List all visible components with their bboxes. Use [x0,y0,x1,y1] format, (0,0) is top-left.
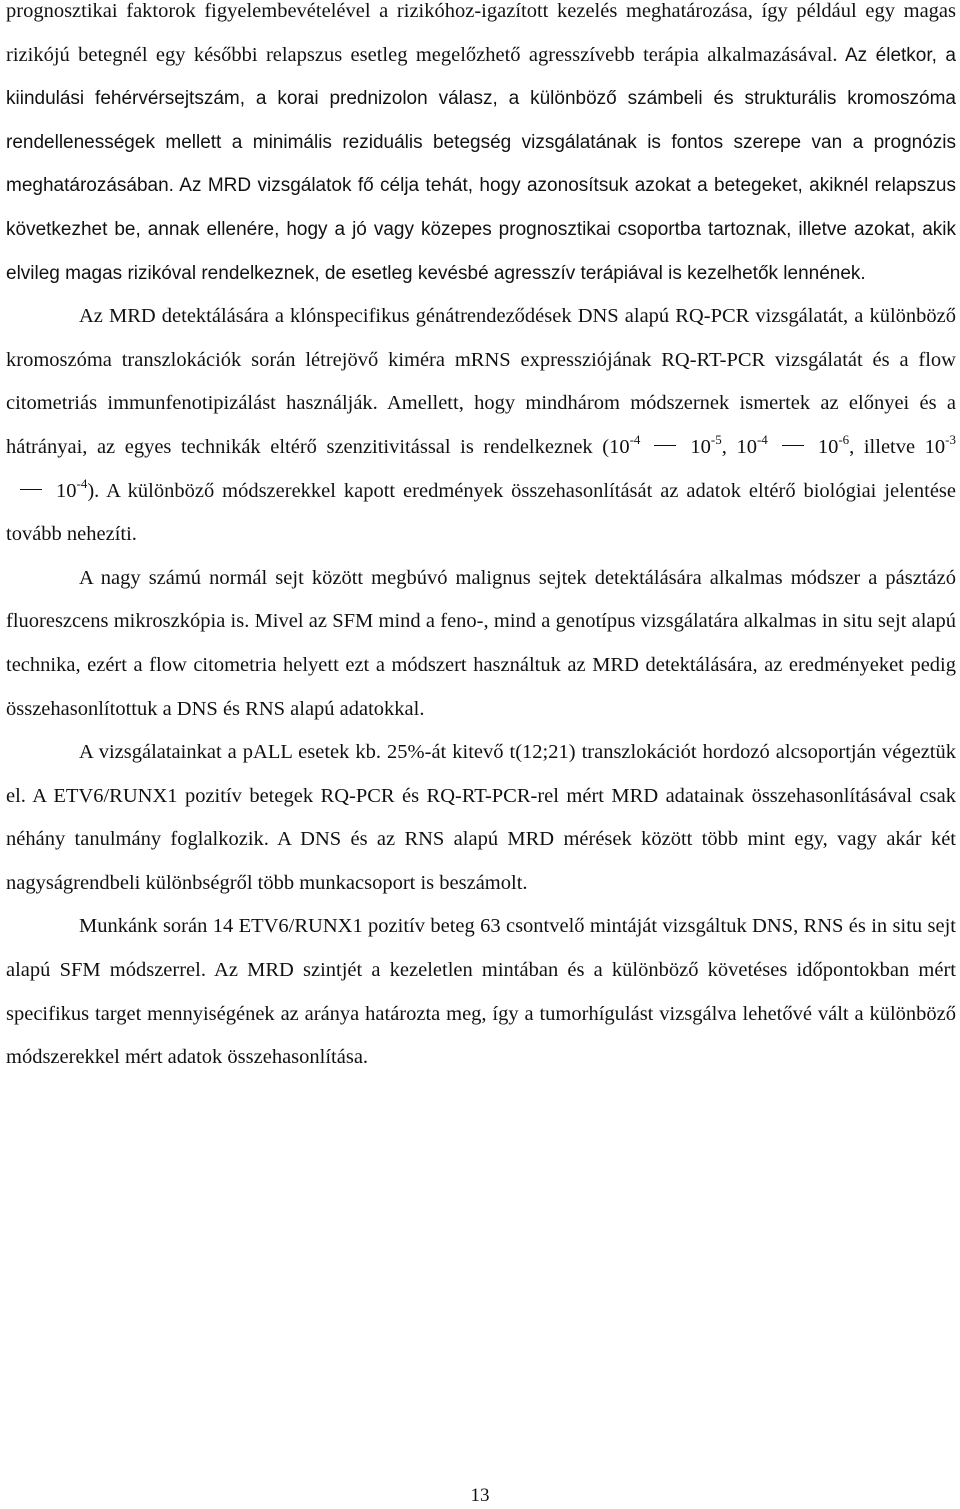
exponent: -3 [945,431,957,447]
range-dash [782,445,804,446]
exponent: -4 [756,431,768,447]
paragraph-sfm: A nagy számú normál sejt között megbúvó malignus sejtek detektálására alkalmas módszer a pásztázó fluoreszcens mikroszkópia is. Mivel az SFM mind a feno-, mind a genotípus vizsgálatára alkalmas in situ sejt alapú technika, ezért a flow citometria helyett ezt a módszert használtuk az MRD detektálására, az eredményeket pedig összehasonlítottuk a DNS és RNS alapú adatokkal. [6,566,956,720]
range-dash [654,445,676,446]
range-dash [20,489,42,490]
separator-text: , illetve 10 [849,435,946,458]
base-number: 10 [56,479,77,502]
base-number: 10 [690,435,711,458]
paragraph-mrd-intro-part1: prognosztikai faktorok figyelembevételével a rizikóhoz-igazított kezelés meghatározása, így például egy magas rizikójú betegnél egy későbbi relapszus esetleg megelőzhető agresszívebb terápia alkalmazásával. [6,0,956,66]
paragraph-mrd-methods-text: Az MRD detektálására a klónspecifikus génátrendeződések DNS alapú RQ-PCR vizsgálatát, a különböző kromoszóma transzlokációk során létrejövő kiméra mRNS expressziójának RQ-RT-PCR vizsgálatát és a flow citometriás immunfenotipizálást használják. Amellett, hogy mindhárom módszernek ismertek az előnyei és a hátrányai, az egyes technikák eltérő szenzitivitással is rendelkeznek (10 [6,305,956,458]
document-body [6,0,956,1080]
paragraph-etv6-runx1: A vizsgálatainkat a pALL esetek kb. 25%-át kitevő t(12;21) transzlokációt hordozó alcsoportján végeztük el. A ETV6/RUNX1 pozitív betegek RQ-PCR és RQ-RT-PCR-rel mért MRD adatainak összehasonlításával csak néhány tanulmány foglalkozik. A DNS és az RNS alapú MRD mérések között több mint egy, vagy akár két nagyságrendbeli különbségről több munkacsoport is beszámolt. [6,741,956,894]
base-number: 10 [817,435,839,458]
paragraph-our-work: Munkánk során 14 ETV6/RUNX1 pozitív beteg 63 csontvelő mintáját vizsgáltuk DNS, RNS és in situ sejt alapú SFM módszerrel. Az MRD szintjét a kezeletlen mintában és a különböző követéses időpontokban mért specifikus target mennyiségének az aránya határozta meg, így a tumorhígulást vizsgálva lehetővé vált a különböző módszerekkel mért adatok összehasonlítása. [6,915,956,1069]
separator-text: , 10 [721,435,757,458]
paragraph-mrd-intro-part2: Az életkor, a kiindulási fehérvérsejtszám, a korai prednizolon válasz, a különböző számbeli és strukturális kromoszóma rendellenességek mellett a minimális reziduális betegség vizsgálatának is fontos szerepe van a prognózis meghatározásában. Az MRD vizsgálatok fő célja tehát, hogy azonosítsuk azokat a betegeket, akiknél relapszus következhet be, annak ellenére, hogy a jó vagy közepes prognosztikai csoportba tartoznak, illetve azokat, akik elvileg magas rizikóval rendelkeznek, de esetleg kevésbé agresszív terápiával is kezelhetők lennének. [6,44,956,284]
paragraph-mrd-methods [6,295,956,557]
exponent: -4 [629,431,641,447]
exponent: -5 [710,431,722,447]
page-number: 13 [470,1485,490,1506]
paragraph-mrd-methods-end: ). A különböző módszerekkel kapott eredmények összehasonlítását az adatok eltérő biológiai jelentése tovább nehezíti. [6,479,956,546]
exponent: -4 [76,475,88,491]
paragraph-mrd-intro [6,0,956,295]
exponent: -6 [838,431,850,447]
